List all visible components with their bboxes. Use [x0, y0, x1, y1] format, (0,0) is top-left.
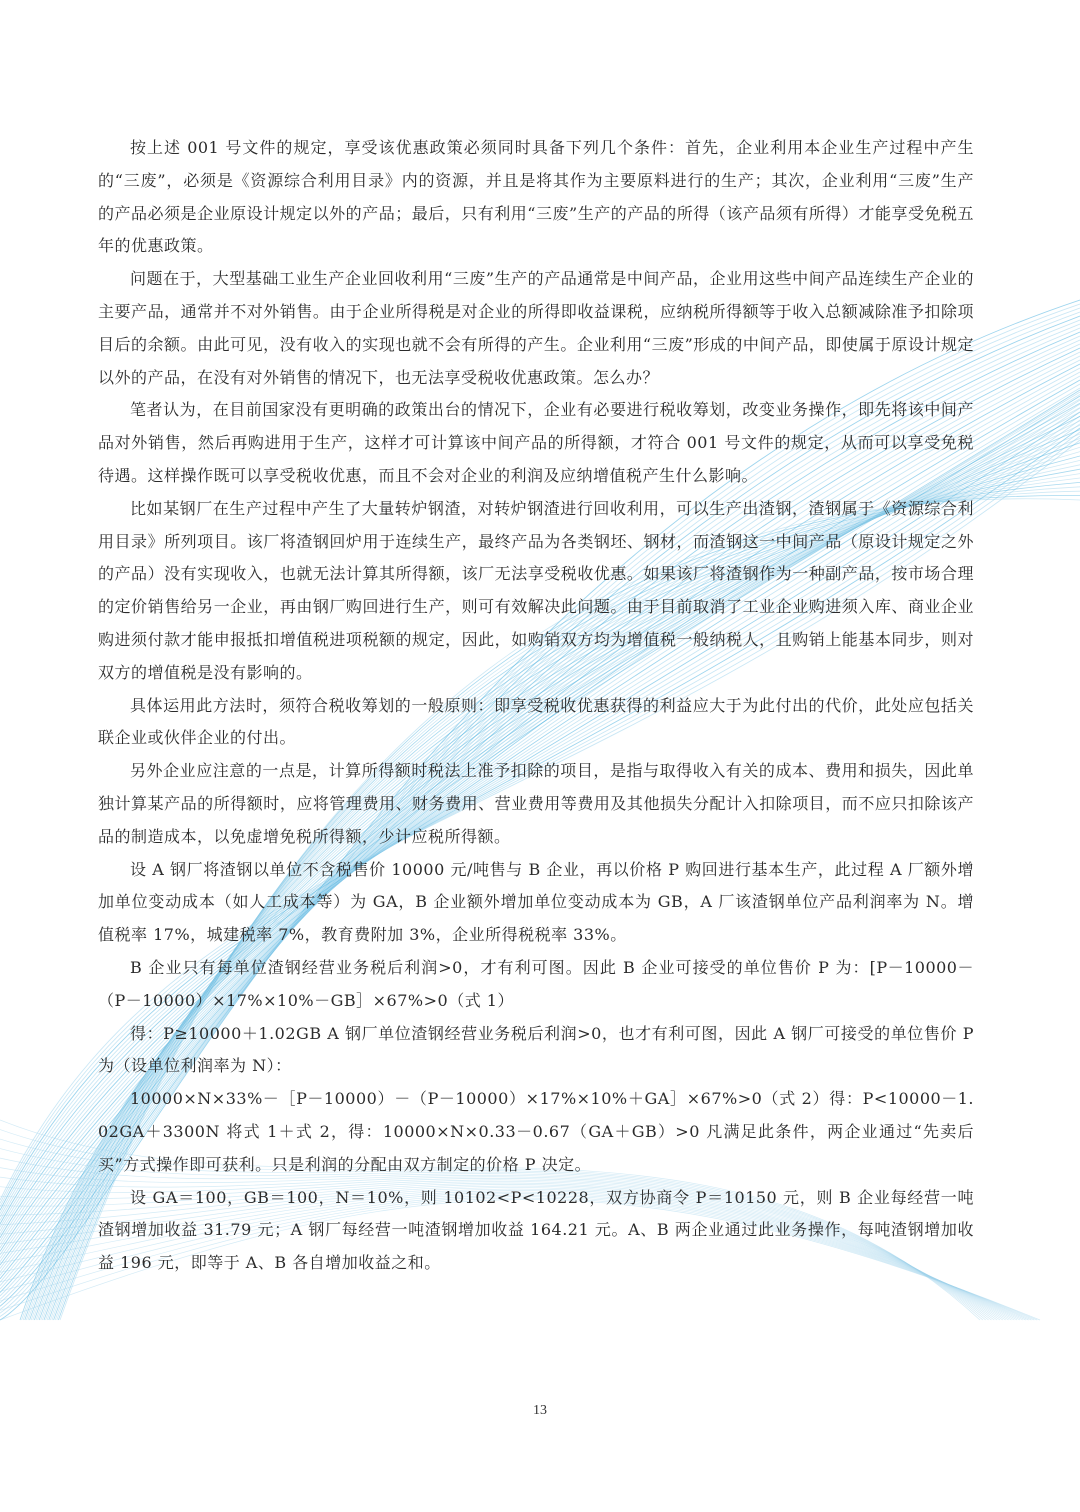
page-number: 13 [533, 1403, 547, 1418]
paragraph-numeric-example: 设 GA＝100，GB＝100，N＝10%，则 10102<P<10228，双方协商令 P＝10150 元，则 B 企业每经营一吨渣钢增加收益 31.79 元；A 钢厂每经营一吨渣钢增加收益 164.21 元。A、B 两企业通过此业务操作，每吨渣钢增加收益 196 元，即等于 A、B 各自增加收益之和。 [98, 1187, 974, 1273]
paragraph-steel-example: 比如某钢厂在生产过程中产生了大量转炉钢渣，对转炉钢渣进行回收利用，可以生产出渣钢，渣钢属于《资源综合利用目录》所列项目。该厂将渣钢回炉用于连续生产，最终产品为各类钢坯、钢材，而渣钢这一中间产品（原设计规定之外的产品）没有实现收入，也就无法计算其所得额，该厂无法享受税收优惠。如果该厂将渣钢作为一种副产品，按市场合理的定价销售给另一企业，再由钢厂购回进行生产，则可有效解决此问题。由于目前取消了工业企业购进须入库、商业企业购进须付款才能申报抵扣增值税进项税额的规定，因此，如购销双方均为增值税一般纳税人，且购销上能基本同步，则对双方的增值税是没有影响的。 [98, 498, 974, 682]
paragraph-formula-2: 10000×N×33%－［P－10000）－（P－10000）×17%×10%＋GA］×67%>0（式 2）得：P<10000－1.02GA＋3300N 将式 1＋式 2，得：10000×N×0.33－0.67（GA＋GB）>0 凡满足此条件，两企业通过“先卖后买”方式操作即可获利。只是利润的分配由双方制定的价格 P 决定。 [98, 1089, 974, 1174]
paragraph-conditions: 按上述 001 号文件的规定，享受该优惠政策必须同时具备下列几个条件：首先，企业利用本企业生产过程中产生的“三废”，必须是《资源综合利用目录》内的资源，并且是将其作为主要原料进行的生产；其次，企业利用“三废”生产的产品必须是企业原设计规定以外的产品；最后，只有利用“三废”生产的产品的所得（该产品须有所得）才能享受免税五年的优惠政策。 [98, 138, 974, 256]
page-body [98, 132, 974, 1280]
paragraph-principle: 具体运用此方法时，须符合税收筹划的一般原则：即享受税收优惠获得的利益应大于为此付出的代价，此处应包括关联企业或伙伴企业的付出。 [98, 695, 974, 748]
paragraph-formula-1: B 企业只有每单位渣钢经营业务税后利润>0，才有利可图。因此 B 企业可接受的单位售价 P 为：[P－10000－（P－10000）×17%×10%－GB］×67%>0（式 1） [98, 957, 974, 1010]
paragraph-deduction-note: 另外企业应注意的一点是，计算所得额时税法上准予扣除的项目，是指与取得收入有关的成本、费用和损失，因此单独计算某产品的所得额时，应将管理费用、财务费用、营业费用等费用及其他损失分配计入扣除项目，而不应只扣除该产品的制造成本，以免虚增免税所得额，少计应税所得额。 [98, 761, 974, 846]
paragraph-problem: 问题在于，大型基础工业生产企业回收利用“三废”生产的产品通常是中间产品，企业用这些中间产品连续生产企业的主要产品，通常并不对外销售。由于企业所得税是对企业的所得即收益课税，应纳税所得额等于收入总额减除准予扣除项目后的余额。由此可见，没有收入的实现也就不会有所得的产生。企业利用“三废”形成的中间产品，即使属于原设计规定以外的产品，在没有对外销售的情况下，也无法享受税收优惠政策。怎么办？ [98, 269, 974, 387]
paragraph-assumptions: 设 A 钢厂将渣钢以单位不含税售价 10000 元/吨售与 B 企业，再以价格 P 购回进行基本生产，此过程 A 厂额外增加单位变动成本（如人工成本等）为 GA，B 企业额外增加单位变动成本为 GB，A 厂该渣钢单位产品利润率为 N。增值税率 17%，城建税率 7%，教育费附加 3%，企业所得税税率 33%。 [98, 859, 974, 945]
paragraph-author-view: 笔者认为，在目前国家没有更明确的政策出台的情况下，企业有必要进行税收筹划，改变业务操作，即先将该中间产品对外销售，然后再购进用于生产，这样才可计算该中间产品的所得额，才符合 001 号文件的规定，从而可以享受免税待遇。这样操作既可以享受税收优惠，而且不会对企业的利润及应纳增值税产生什么影响。 [98, 400, 974, 485]
paragraph-result-1: 得：P≥10000＋1.02GB A 钢厂单位渣钢经营业务税后利润>0，也才有利可图，因此 A 钢厂可接受的单位售价 P 为（设单位利润率为 N）： [98, 1023, 974, 1076]
